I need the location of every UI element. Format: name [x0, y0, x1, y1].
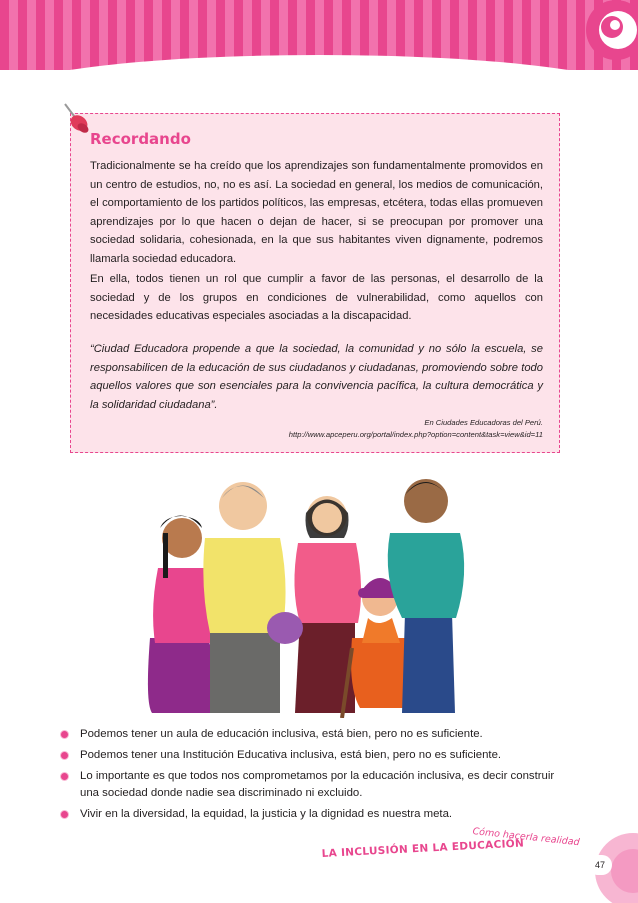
list-item-text: Vivir en la diversidad, la equidad, la justicia y la dignidad es nuestra meta. [80, 808, 453, 820]
bullet-dot-icon [60, 730, 69, 739]
list-item-text: Lo importante es que todos nos comprometamos por la educación inclusiva, es decir construir una sociedad donde nadie sea discriminado ni excluido. [80, 770, 555, 799]
paragraph-1: Tradicionalmente se ha creído que los aprendizajes son fundamentalmente promovidos en un centro de estudios, no, no es así. La sociedad en general, los medios de comunicación, el comportamiento de los partidos políticos, las empresas, etcétera, todas ellas promueven aprendizajes por lo que hacen o dejan de hacer, si se preocupan por promover una sociedad solidaria, cohesionada, en la que sus habitantes viven dignamente, podremos llamarla sociedad educadora. [90, 160, 543, 265]
bullet-dot-icon [60, 751, 69, 760]
key-points-list [60, 726, 570, 827]
quote-paragraph: “Ciudad Educadora propende a que la sociedad, la comunidad y no sólo la escuela, se responsabilicen de la educación de sus ciudadanos y ciudadanas, promoviendo sobre todo aquellos valores que son esenciales para la convivencia pacífica, la cultura democrática y la solidaridad ciudadana”. [90, 343, 543, 411]
bullet-dot-icon [60, 810, 69, 819]
people-group-illustration [130, 468, 490, 718]
source-url: http://www.apceperu.org/portal/index.php?option=content&task=view&id=11 [288, 430, 543, 439]
list-item-text: Podemos tener un aula de educación inclusiva, está bien, pero no es suficiente. [80, 728, 483, 740]
man-yellow-figure [203, 482, 285, 713]
paragraph-2: En ella, todos tienen un rol que cumplir a favor de las personas, el desarrollo de la sociedad y de los grupos en condiciones de vulnerabilidad, como aquellos con necesidades educativas especiales asociadas a la discapacidad. [90, 273, 543, 322]
footer-book-title: LA INCLUSIÓN EN LA EDUCACIÓN [321, 837, 525, 860]
pushpin-icon [55, 98, 95, 138]
list-item [60, 806, 570, 823]
bullet-dot-icon [60, 772, 69, 781]
list-item-text: Podemos tener una Institución Educativa inclusiva, está bien, pero no es suficiente. [80, 749, 502, 761]
source-citation: En Ciudades Educadoras del Perú. [424, 418, 543, 427]
footer-book-subtitle: Cómo hacerla realidad [472, 826, 581, 849]
woman-pink-figure [148, 516, 214, 714]
list-item [60, 726, 570, 743]
page-number: 47 [588, 855, 612, 875]
swirl-decoration-icon [568, 0, 638, 80]
list-item [60, 768, 570, 802]
box-title: Recordando [90, 130, 191, 148]
list-item [60, 747, 570, 764]
